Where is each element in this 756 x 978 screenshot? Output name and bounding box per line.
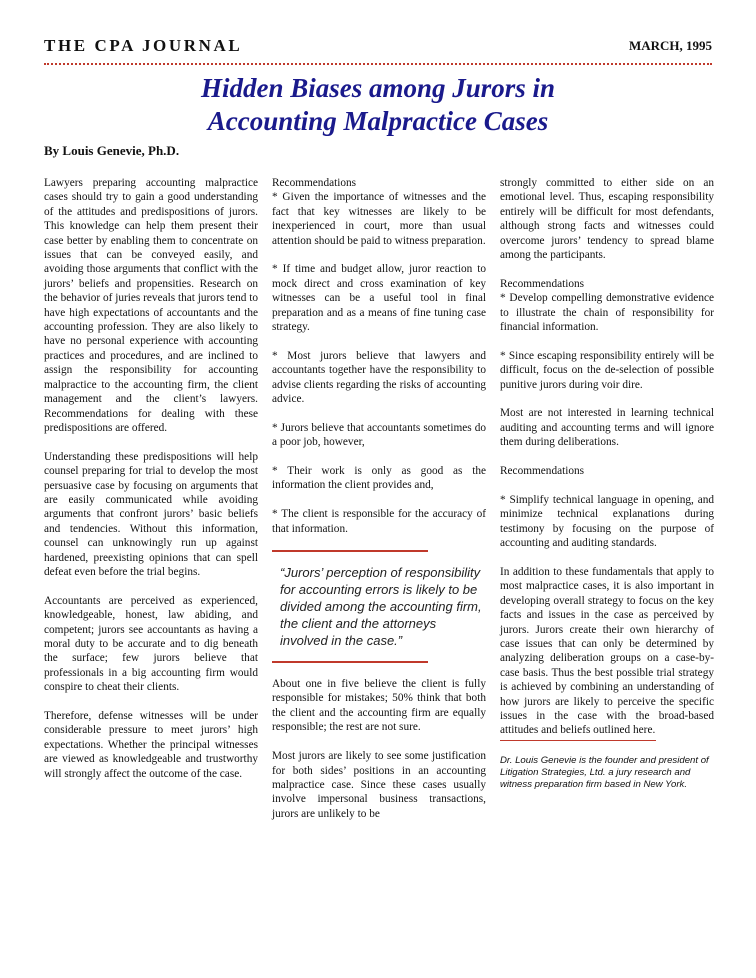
article-title-line-1: Hidden Biases among Jurors in: [200, 73, 556, 103]
pull-quote-bottom-rule: [272, 661, 428, 663]
paragraph: * Given the importance of witnesses and the fact that key witnesses are likely to be inexperienced in court, more than usual attention should be paid to witness preparation.: [272, 191, 486, 247]
pull-quote: “Jurors’ perception of responsibility for accounting errors is likely to be divided among the accounting firm, the client and the attorneys involved in the case.”: [280, 565, 482, 649]
paragraph: * Their work is only as good as the information the client provides and,: [272, 465, 486, 492]
paragraph: * Most jurors believe that lawyers and accountants together have the responsibility to advise clients regarding the risks of accounting advice.: [272, 349, 486, 406]
issue-date: MARCH, 1995: [628, 38, 712, 53]
byline: By Louis Genevie, Ph.D.: [44, 143, 180, 158]
pull-quote-block: [272, 550, 486, 663]
author-bio-rule: [500, 740, 656, 741]
column-3: [500, 176, 714, 791]
article-title: [44, 72, 712, 138]
paragraph: strongly committed to either side on an emotional level. Thus, escaping responsibility entirely will be difficult for most defendants, although strong facts and witnesses could overcome jurors’ tendency to spread blame among the participants.: [500, 177, 714, 262]
section-heading: Recommendations: [500, 465, 585, 478]
paragraph: Most jurors are likely to see some justification for both sides’ positions in an accounting malpractice case. Since these cases usually involve impersonal business transactions, jurors are unlikely to be: [272, 750, 486, 820]
paragraph: * The client is responsible for the accuracy of that information.: [272, 508, 486, 535]
paragraph: * Since escaping responsibility entirely will be difficult, focus on the de-selection of possible punitive jurors during voir dire.: [500, 349, 714, 391]
paragraph: Accountants are perceived as experienced, knowledgeable, honest, law abiding, and competent; jurors see accountants as having a moral duty to be accurate and to dig beneath the surface; few jurors believe that professionals in a big accounting firm would conspire to cheat their clients.: [44, 594, 258, 694]
paragraph: * Jurors believe that accountants sometimes do a poor job, however,: [272, 421, 486, 449]
column-2: [272, 176, 486, 836]
paragraph: * Simplify technical language in opening, and minimize technical explanations during testimony by focusing on the purpose of accounting and auditing standards.: [500, 493, 714, 550]
publication-name: THE CPA JOURNAL: [44, 36, 243, 55]
section-heading: Recommendations: [272, 177, 357, 189]
paragraph: Lawyers preparing accounting malpractice cases should try to gain a good understanding of the attitudes and predispositions of jurors. This knowledge can help them present their case better by enabling them to concentrate on issues that can be conveyed easily, and avoiding those arguments that conflict with the jurors’ beliefs and propensities. Research on the behavior of juries reveals that jurors tend to have high expectations of accountants and the accounting profession. They are also likely to have no personal experience with accounting practices and procedures, and are inclined to assign the responsibility for accounting malpractice to the accounting firm, the client management and the client’s lawyers. Recommendations for dealing with these predispositions are offered.: [44, 177, 258, 434]
paragraph: Understanding these predispositions will help counsel preparing for trial to develop the most persuasive case by focusing on arguments that are easily communicated while avoiding arguments that confront jurors’ basic beliefs and tendencies. Without this information, counsel can unknowingly run up against hardened, preexisting opinions that can spell defeat even before the trial begins.: [44, 450, 258, 578]
section-heading: Recommendations: [500, 277, 585, 290]
paragraph: In addition to these fundamentals that apply to most malpractice cases, it is also important in developing overall strategy to focus on the key facts and issues in the case as perceived by jurors. Jurors create their own hierarchy of case issues that can only be determined by analyzing deliberation groups on a case-by-case basis. Thus the best possible trial strategy is achieved by combining an understanding of how jurors are likely to perceive the specific issues in the case with the broad-based attitudes and beliefs outlined here.: [500, 565, 714, 737]
paragraph: Therefore, defense witnesses will be under considerable pressure to meet jurors’ high expectations. Whether the principal witnesses are viewed as knowledgeable and trustworthy will strongly affect the outcome of the case.: [44, 709, 258, 780]
paragraph: Most are not interested in learning technical auditing and accounting terms and will ignore them during deliberations.: [500, 407, 714, 449]
paragraph: * Develop compelling demonstrative evidence to illustrate the chain of responsibility for financial information.: [500, 292, 714, 334]
paragraph: About one in five believe the client is fully responsible for mistakes; 50% think that both the client and the accounting firm are equally responsible; the rest are not sure.: [272, 678, 486, 734]
masthead: [44, 36, 712, 60]
author-bio: Dr. Louis Genevie is the founder and president of Litigation Strategies, Ltd. a jury research and witness preparation firm based in New York.: [500, 754, 709, 791]
article-title-line-2: Accounting Malpractice Cases: [207, 106, 549, 136]
masthead-dotted-rule: [44, 63, 712, 65]
column-1: [44, 176, 258, 795]
paragraph: * If time and budget allow, juror reaction to mock direct and cross examination of key witnesses can be a useful tool in final preparation and as a means of fine tuning case strategy.: [272, 263, 486, 334]
